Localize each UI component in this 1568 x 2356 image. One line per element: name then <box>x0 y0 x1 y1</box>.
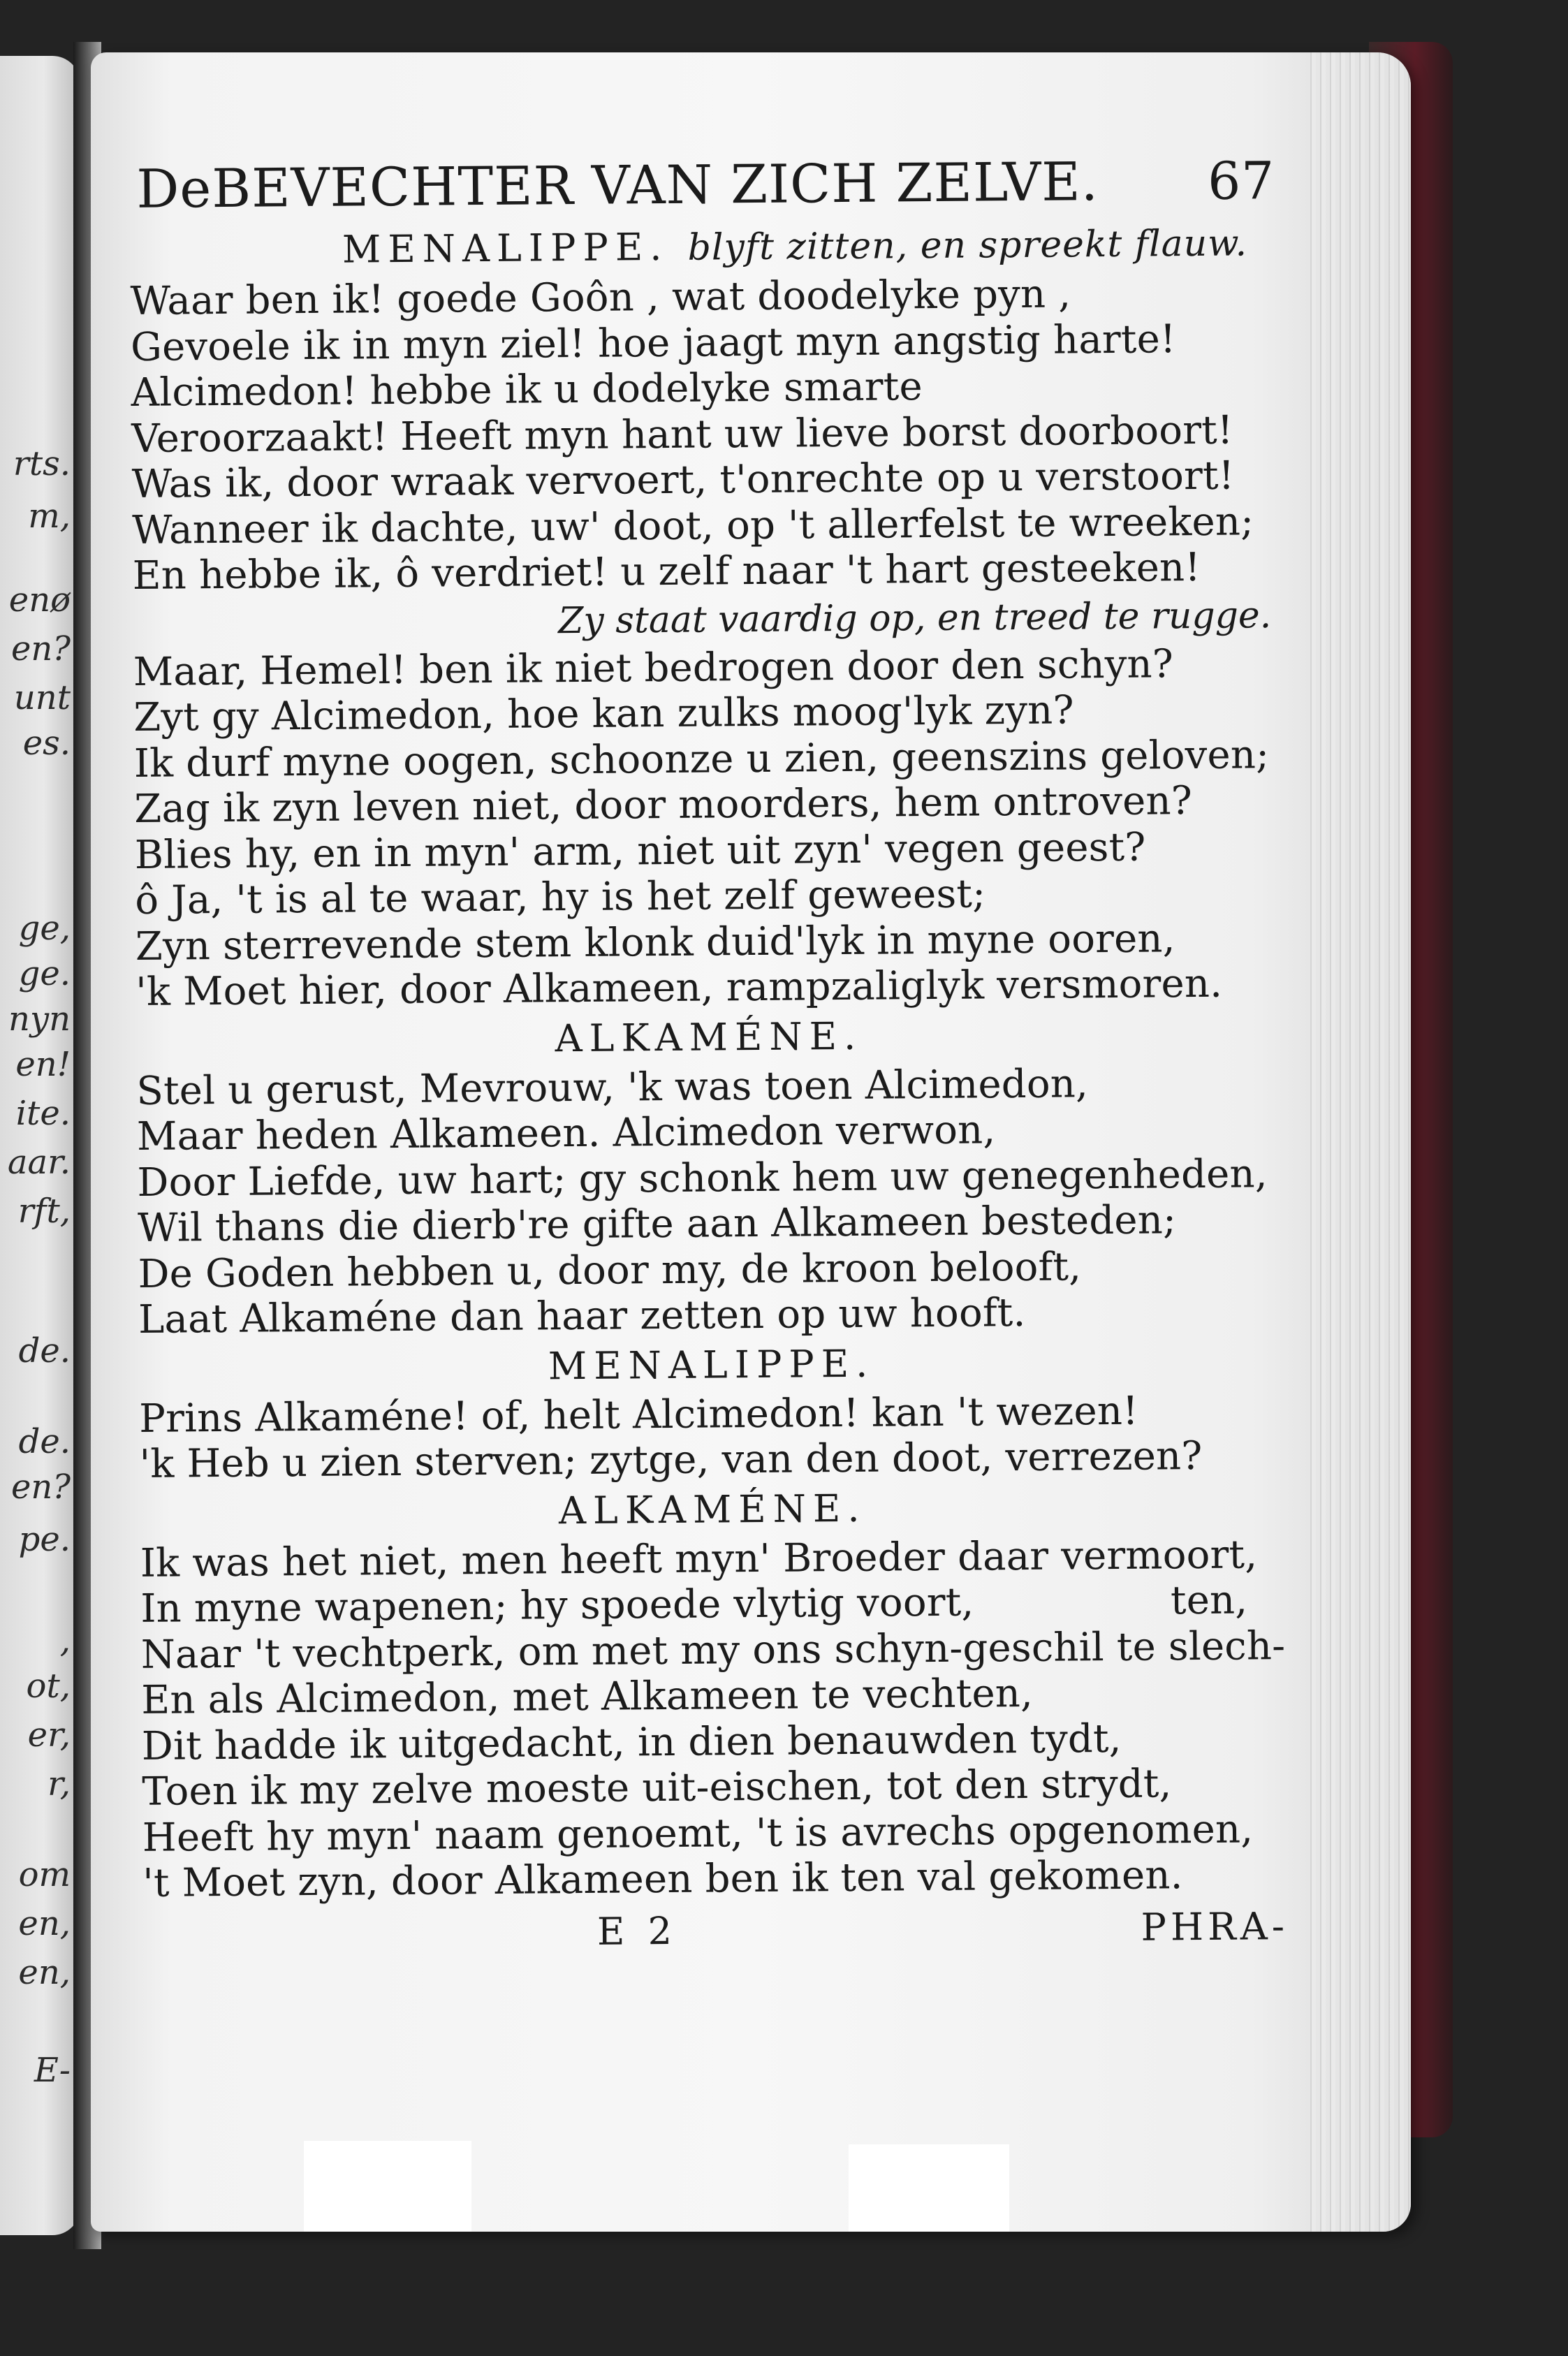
left-page-fragment: ge, <box>18 909 71 948</box>
left-page-fragment: ot, <box>26 1667 71 1706</box>
stage-direction: Zy staat vaardig op, en treed te rugge. <box>557 594 1272 642</box>
catchword: PHRA- <box>1141 1903 1289 1949</box>
verse-line: Wil thans die dierb're gifte aan Alkameen besteden; <box>137 1197 1177 1251</box>
verse-line: Alcimedon! hebbe ik u dodelyke smarte <box>131 364 923 416</box>
turnover-word: ten, <box>1170 1577 1248 1624</box>
verse-line: Dit hadde ik uitgedacht, in dien benauwden tydt, <box>141 1715 1122 1769</box>
verse-line: En hebbe ik, ô verdriet! u zelf naar 't hart gesteeken! <box>132 544 1201 599</box>
verse-line: Waar ben ik! goede Goôn , wat doodelyke pyn , <box>130 271 1071 324</box>
verse-line: Stel u gerust, Mevrouw, 'k was toen Alcimedon, <box>136 1060 1089 1114</box>
left-page-fragment: en! <box>15 1045 71 1084</box>
verse-line: 'k Heb u zien sterven; zytge, van den doot, verrezen? <box>139 1433 1203 1487</box>
verse-line: Naar 't vechtperk, om met my ons schyn-geschil te slech- <box>140 1623 1286 1678</box>
verse-line: 'k Moet hier, door Alkameen, rampzaliglyk versmoren. <box>135 960 1223 1015</box>
page-footer <box>143 1902 1289 1960</box>
left-page <box>0 56 80 2235</box>
verse-line: Zyt gy Alcimedon, hoe kan zulks moog'lyk zyn? <box>133 687 1074 740</box>
page-text <box>129 148 1289 1959</box>
verse-line: Laat Alkaméne dan haar zetten op uw hooft. <box>138 1289 1026 1342</box>
left-page-fragment: om <box>18 1855 71 1894</box>
redaction-patch <box>304 2141 471 2232</box>
left-page-fragment: en, <box>18 1953 71 1992</box>
page-number: 67 <box>1207 151 1275 212</box>
verse-line: Zyn sterrevende stem klonk duid'lyk in myne ooren, <box>135 915 1175 970</box>
verse-line: 't Moet zyn, door Alkameen ben ik ten val gekomen. <box>142 1852 1183 1906</box>
speaker-name: MENALIPPE. <box>342 224 669 272</box>
speaker-heading <box>130 216 1276 279</box>
verse-line-text: In myne wapenen; hy spoede vlytig voort, <box>140 1579 974 1632</box>
left-page-fragment: rts. <box>13 444 71 483</box>
verse-line: En als Alcimedon, met Alkameen te vechten, <box>141 1670 1034 1723</box>
left-page-fragment: r, <box>47 1764 71 1803</box>
verse-line: Prins Alkaméne! of, helt Alcimedon! kan 't wezen! <box>138 1388 1139 1442</box>
speaker-name: ALKAMÉNE. <box>558 1486 867 1532</box>
left-page-fragment: en, <box>18 1904 71 1943</box>
verse-line: Blies hy, en in myn' arm, niet uit zyn' vegen geest? <box>134 824 1146 878</box>
right-page <box>91 52 1411 2232</box>
left-page-fragment: ge. <box>18 954 71 993</box>
left-page-fragment: E- <box>34 2051 71 2090</box>
verse-line: Veroorzaakt! Heeft myn hant uw lieve borst doorboort! <box>131 407 1233 462</box>
left-page-fragment: unt <box>13 678 71 717</box>
left-page-fragment: nyn <box>8 1000 71 1039</box>
speaker-name: MENALIPPE. <box>548 1341 875 1388</box>
verse-line: Door Liefde, uw hart; gy schonk hem uw genegenheden, <box>137 1150 1268 1206</box>
running-title: DeBEVECHTER VAN ZICH ZELVE. <box>136 150 1099 220</box>
verse-line: Toen ik my zelve moeste uit-eischen, tot den strydt, <box>142 1761 1172 1815</box>
left-page-fragment: er, <box>27 1715 71 1755</box>
verse-line: Heeft hy myn' naam genoemt, 't is avrechs opgenomen, <box>142 1806 1254 1861</box>
verse-line: Maar heden Alkameen. Alcimedon verwon, <box>136 1107 996 1159</box>
left-page-fragment: en? <box>10 629 71 668</box>
left-page-fragment: pe. <box>18 1520 71 1559</box>
verse-line: Was ik, door wraak vervoert, t'onrechte op u verstoort! <box>131 453 1235 507</box>
signature-mark: E 2 <box>596 1908 678 1954</box>
left-page-fragment: , <box>59 1621 71 1660</box>
left-page-fragment: aar. <box>7 1143 71 1182</box>
left-page-fragment: de. <box>18 1422 71 1461</box>
left-page-fragment: enø <box>8 580 71 620</box>
speaker-name: ALKAMÉNE. <box>555 1014 863 1060</box>
verse-line: Wanneer ik dachte, uw' doot, op 't allerfelst te wreeken; <box>131 498 1254 553</box>
verse-line: Zag ik zyn leven niet, door moorders, hem ontroven? <box>134 778 1193 832</box>
left-page-fragment: ite. <box>15 1094 71 1133</box>
verse-line: De Goden hebben u, door my, de kroon belooft, <box>138 1243 1082 1297</box>
left-page-fragment: de. <box>18 1331 71 1370</box>
verse-line: Maar, Hemel! ben ik niet bedrogen door den schyn? <box>133 641 1174 695</box>
running-head <box>136 148 1275 222</box>
redaction-patch <box>849 2144 1009 2232</box>
verse-line: ô Ja, 't is al te waar, hy is het zelf geweest; <box>135 871 986 923</box>
left-page-fragment: m, <box>28 497 71 536</box>
left-page-fragment: rft, <box>17 1192 71 1231</box>
left-page-fragment: en? <box>10 1468 71 1507</box>
verse-line: Gevoele ik in myn ziel! hoe jaagt myn angstig harte! <box>130 316 1176 370</box>
verse-line: Ik durf myne oogen, schoonze u zien, geenszins geloven; <box>133 731 1270 786</box>
stage-direction: blyft zitten, en spreekt flauw. <box>687 222 1248 269</box>
page-edge <box>1306 52 1411 2232</box>
verse-line: Ik was het niet, men heeft myn' Broeder daar vermoort, <box>140 1531 1258 1586</box>
left-page-fragment: es. <box>22 724 71 763</box>
